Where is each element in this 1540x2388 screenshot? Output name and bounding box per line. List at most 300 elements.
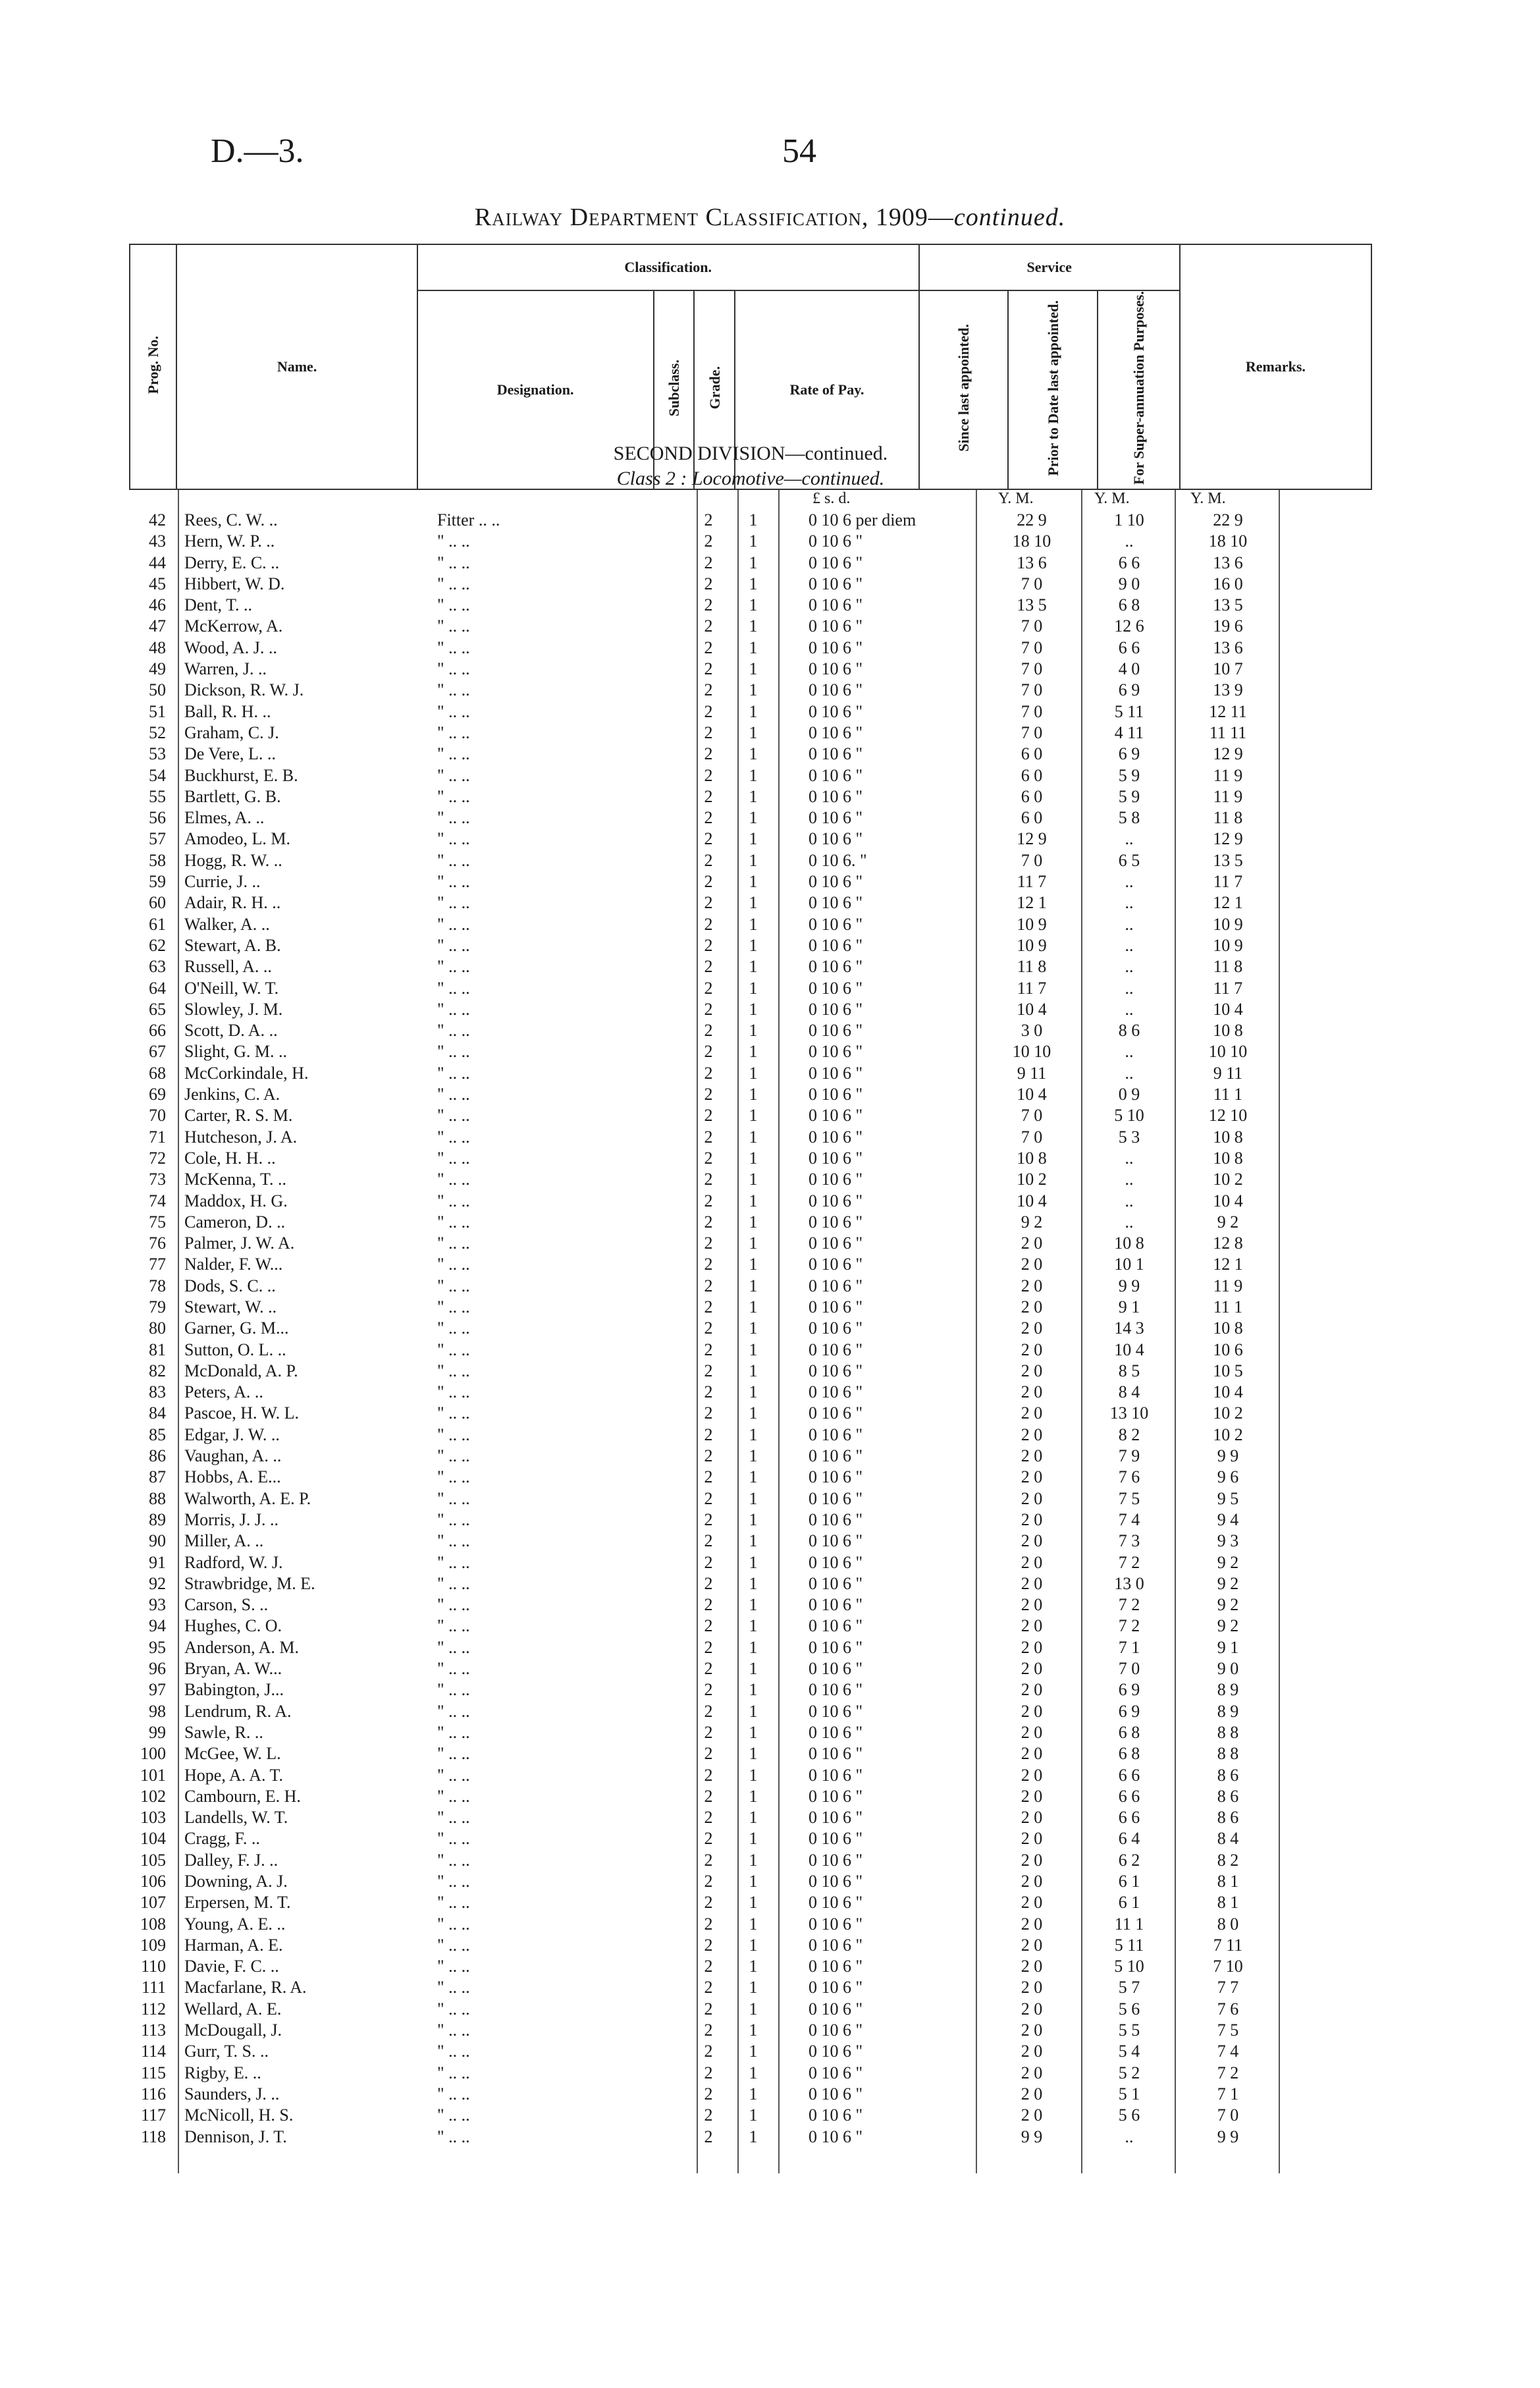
table-row <box>129 999 1372 1020</box>
rate-cell: 0 10 6 " <box>809 1999 863 2019</box>
superannuation-cell: 9 2 <box>1217 1552 1239 1572</box>
subclass-cell: 2 <box>704 957 713 977</box>
prog-no-cell: 98 <box>149 1701 166 1721</box>
grade-cell: 1 <box>749 1637 758 1657</box>
rate-cell: 0 10 6 " <box>809 1488 863 1508</box>
subclass-cell: 2 <box>704 2063 713 2082</box>
table-row <box>129 616 1372 637</box>
prior-cell: 4 11 <box>1114 722 1144 742</box>
name-cell: Strawbridge, M. E. <box>184 1573 315 1593</box>
grade-cell: 1 <box>749 1340 758 1359</box>
rate-cell: 0 10 6 " <box>809 829 863 849</box>
table-row <box>129 1552 1372 1573</box>
prog-no-cell: 91 <box>149 1552 166 1572</box>
table-row <box>129 1212 1372 1233</box>
prog-no-cell: 102 <box>140 1786 166 1806</box>
grade-cell: 1 <box>749 659 758 679</box>
prior-cell: 6 9 <box>1118 680 1140 700</box>
prior-cell: 7 5 <box>1118 1488 1140 1508</box>
rate-cell: 0 10 6 " <box>809 1361 863 1380</box>
designation-cell: " .. .. <box>437 2042 470 2061</box>
superannuation-cell: 10 8 <box>1213 1318 1243 1338</box>
grade-cell: 1 <box>749 1446 758 1466</box>
superannuation-cell: 12 11 <box>1209 701 1247 721</box>
subclass-cell: 2 <box>704 2105 713 2125</box>
rate-cell: 0 10 6 " <box>809 2084 863 2103</box>
prog-no-cell: 113 <box>140 2021 166 2040</box>
grade-cell: 1 <box>749 553 758 572</box>
superannuation-cell: 18 10 <box>1208 531 1248 551</box>
table-row <box>129 1340 1372 1361</box>
table-row <box>129 1914 1372 1935</box>
rate-cell: 0 10 6 " <box>809 1509 863 1529</box>
grade-cell: 1 <box>749 1063 758 1083</box>
superannuation-cell: 7 5 <box>1217 2021 1239 2040</box>
rate-cell: 0 10 6 " <box>809 1170 863 1189</box>
prog-no-cell: 62 <box>149 935 166 955</box>
prior-cell: .. <box>1125 978 1134 998</box>
col-name: Name. <box>176 244 417 489</box>
since-last-cell: 10 10 <box>1012 1042 1051 1062</box>
superannuation-cell: 11 9 <box>1213 1276 1243 1295</box>
name-cell: McNicoll, H. S. <box>184 2105 294 2125</box>
prog-no-cell: 84 <box>149 1403 166 1423</box>
since-last-cell: 22 9 <box>1017 510 1047 529</box>
name-cell: Hughes, C. O. <box>184 1616 282 1636</box>
table-row <box>129 744 1372 765</box>
prior-cell: 7 3 <box>1118 1531 1140 1551</box>
prog-no-cell: 77 <box>149 1255 166 1274</box>
superannuation-cell: 9 2 <box>1217 1212 1239 1232</box>
prior-cell: 6 6 <box>1118 638 1140 657</box>
superannuation-cell: 10 8 <box>1213 1021 1243 1041</box>
prog-no-cell: 69 <box>149 1085 166 1104</box>
prior-cell: .. <box>1125 893 1134 913</box>
subclass-cell: 2 <box>704 1085 713 1104</box>
prior-cell: 10 4 <box>1114 1340 1144 1359</box>
prog-no-cell: 101 <box>140 1765 166 1785</box>
name-cell: Hobbs, A. E... <box>184 1467 281 1487</box>
superannuation-cell: 10 8 <box>1213 1127 1243 1147</box>
name-cell: Wood, A. J. .. <box>184 638 277 657</box>
prog-no-cell: 100 <box>140 1744 166 1764</box>
prog-no-cell: 60 <box>149 893 166 913</box>
since-last-cell: 2 0 <box>1021 2063 1043 2082</box>
rate-cell: 0 10 6 " <box>809 1935 863 1955</box>
prog-no-cell: 92 <box>149 1573 166 1593</box>
grade-cell: 1 <box>749 808 758 828</box>
since-last-cell: 9 11 <box>1017 1063 1047 1083</box>
prior-cell: 7 9 <box>1118 1446 1140 1466</box>
since-last-cell: 7 0 <box>1021 1127 1043 1147</box>
grade-cell: 1 <box>749 1170 758 1189</box>
subclass-cell: 2 <box>704 1552 713 1572</box>
prog-no-cell: 59 <box>149 872 166 892</box>
designation-cell: " .. .. <box>437 1361 470 1380</box>
since-last-cell: 2 0 <box>1021 1914 1043 1934</box>
subclass-cell: 2 <box>704 510 713 529</box>
col-prog-no: Prog. No. <box>130 244 176 489</box>
grade-cell: 1 <box>749 1744 758 1764</box>
superannuation-cell: 10 8 <box>1213 1148 1243 1168</box>
prog-no-cell: 58 <box>149 850 166 870</box>
table-row <box>129 1701 1372 1722</box>
prog-no-cell: 70 <box>149 1106 166 1126</box>
prior-cell: .. <box>1125 1170 1134 1189</box>
since-last-cell: 2 0 <box>1021 1637 1043 1657</box>
subclass-cell: 2 <box>704 2127 713 2146</box>
rate-cell: 0 10 6 " <box>809 893 863 913</box>
prog-no-cell: 87 <box>149 1467 166 1487</box>
prior-cell: 13 10 <box>1109 1403 1149 1423</box>
superannuation-cell: 8 6 <box>1217 1765 1239 1785</box>
grade-cell: 1 <box>749 1957 758 1976</box>
superannuation-cell: 9 9 <box>1217 2127 1239 2146</box>
prog-no-cell: 80 <box>149 1318 166 1338</box>
superannuation-cell: 10 2 <box>1213 1170 1243 1189</box>
prog-no-cell: 78 <box>149 1276 166 1295</box>
grade-cell: 1 <box>749 1106 758 1126</box>
subclass-cell: 2 <box>704 659 713 679</box>
name-cell: Babington, J... <box>184 1680 284 1700</box>
superannuation-cell: 12 1 <box>1213 893 1243 913</box>
rate-cell: 0 10 6 " <box>809 2042 863 2061</box>
prog-no-cell: 89 <box>149 1509 166 1529</box>
name-cell: Amodeo, L. M. <box>184 829 291 849</box>
superannuation-cell: 7 2 <box>1217 2063 1239 2082</box>
prog-no-cell: 74 <box>149 1191 166 1210</box>
prog-no-cell: 64 <box>149 978 166 998</box>
superannuation-cell: 8 4 <box>1217 1829 1239 1849</box>
grade-cell: 1 <box>749 1701 758 1721</box>
superannuation-cell: 7 7 <box>1217 1978 1239 1997</box>
prior-cell: 6 6 <box>1118 553 1140 572</box>
superannuation-cell: 7 11 <box>1213 1935 1243 1955</box>
subclass-cell: 2 <box>704 1659 713 1679</box>
prog-no-cell: 83 <box>149 1382 166 1402</box>
subclass-cell: 2 <box>704 1722 713 1742</box>
subclass-cell: 2 <box>704 1127 713 1147</box>
prog-no-cell: 79 <box>149 1297 166 1316</box>
designation-cell: " .. .. <box>437 1765 470 1785</box>
super-units: Y. M. <box>1190 490 1226 507</box>
prog-no-cell: 99 <box>149 1722 166 1742</box>
superannuation-cell: 7 0 <box>1217 2105 1239 2125</box>
since-last-cell: 2 0 <box>1021 1467 1043 1487</box>
prior-cell: 7 0 <box>1118 1659 1140 1679</box>
since-last-cell: 13 5 <box>1017 595 1047 615</box>
name-cell: McGee, W. L. <box>184 1744 281 1764</box>
rate-cell: 0 10 6 per diem <box>809 510 916 529</box>
rate-cell: 0 10 6 " <box>809 1786 863 1806</box>
superannuation-cell: 12 1 <box>1213 1255 1243 1274</box>
prog-no-cell: 56 <box>149 808 166 828</box>
prior-cell: 0 9 <box>1118 1085 1140 1104</box>
superannuation-cell: 8 6 <box>1217 1808 1239 1828</box>
designation-cell: " .. .. <box>437 1978 470 1997</box>
subclass-cell: 2 <box>704 1829 713 1849</box>
superannuation-cell: 9 3 <box>1217 1531 1239 1551</box>
table-row <box>129 1637 1372 1658</box>
prog-no-cell: 68 <box>149 1063 166 1083</box>
designation-cell: " .. .. <box>437 872 470 892</box>
designation-cell: " .. .. <box>437 1127 470 1147</box>
subclass-cell: 2 <box>704 1106 713 1126</box>
rate-cell: 0 10 6 " <box>809 1701 863 1721</box>
name-cell: Saunders, J. .. <box>184 2084 280 2103</box>
superannuation-cell: 10 9 <box>1213 935 1243 955</box>
prog-no-cell: 103 <box>140 1808 166 1828</box>
rate-cell: 0 10 6 " <box>809 1318 863 1338</box>
subclass-cell: 2 <box>704 1850 713 1870</box>
table-row <box>129 1382 1372 1403</box>
since-last-cell: 12 9 <box>1017 829 1047 849</box>
designation-cell: Fitter .. .. <box>437 510 500 529</box>
name-cell: Palmer, J. W. A. <box>184 1234 295 1253</box>
designation-cell: " .. .. <box>437 935 470 955</box>
superannuation-cell: 11 7 <box>1213 872 1243 892</box>
grade-cell: 1 <box>749 1042 758 1062</box>
subclass-cell: 2 <box>704 1212 713 1232</box>
col-prior: Prior to Date last appointed. <box>1008 290 1098 489</box>
superannuation-cell: 9 2 <box>1217 1595 1239 1615</box>
rate-cell: 0 10 6 " <box>809 1042 863 1062</box>
grade-cell: 1 <box>749 872 758 892</box>
since-last-cell: 2 0 <box>1021 1276 1043 1295</box>
designation-cell: " .. .. <box>437 786 470 806</box>
prior-cell: 8 6 <box>1118 1021 1140 1041</box>
superannuation-cell: 9 6 <box>1217 1467 1239 1487</box>
name-cell: Walker, A. .. <box>184 914 270 934</box>
superannuation-cell: 10 4 <box>1213 1382 1243 1402</box>
rate-cell: 0 10 6 " <box>809 1127 863 1147</box>
superannuation-cell: 12 8 <box>1213 1234 1243 1253</box>
name-cell: Rees, C. W. .. <box>184 510 278 529</box>
grade-cell: 1 <box>749 1403 758 1423</box>
rate-cell: 0 10 6 " <box>809 1573 863 1593</box>
subclass-cell: 2 <box>704 1786 713 1806</box>
rate-cell: 0 10 6 " <box>809 1403 863 1423</box>
since-last-cell: 11 7 <box>1017 978 1047 998</box>
since-last-cell: 2 0 <box>1021 2042 1043 2061</box>
subclass-cell: 2 <box>704 1318 713 1338</box>
rate-cell: 0 10 6 " <box>809 1234 863 1253</box>
table-row <box>129 1871 1372 1892</box>
since-last-cell: 10 4 <box>1017 999 1047 1019</box>
grade-cell: 1 <box>749 1808 758 1828</box>
table-row <box>129 1318 1372 1339</box>
designation-cell: " .. .. <box>437 1701 470 1721</box>
designation-cell: " .. .. <box>437 893 470 913</box>
superannuation-cell: 8 1 <box>1217 1872 1239 1891</box>
since-last-cell: 2 0 <box>1021 1744 1043 1764</box>
name-cell: Carson, S. .. <box>184 1595 269 1615</box>
name-cell: Morris, J. J. .. <box>184 1509 279 1529</box>
prior-cell: 6 6 <box>1118 1786 1140 1806</box>
rate-cell: 0 10 6 " <box>809 531 863 551</box>
prior-cell: 6 9 <box>1118 1680 1140 1700</box>
grade-cell: 1 <box>749 744 758 764</box>
grade-cell: 1 <box>749 765 758 785</box>
since-last-cell: 2 0 <box>1021 1509 1043 1529</box>
table-row <box>129 1935 1372 1956</box>
since-last-cell: 18 10 <box>1012 531 1051 551</box>
designation-cell: " .. .. <box>437 850 470 870</box>
table-row <box>129 2084 1372 2105</box>
designation-cell: " .. .. <box>437 1340 470 1359</box>
prog-no-cell: 116 <box>140 2084 166 2103</box>
name-cell: Cole, H. H. .. <box>184 1148 276 1168</box>
col-rate: Rate of Pay. <box>735 290 918 489</box>
grade-cell: 1 <box>749 701 758 721</box>
name-cell: Cambourn, E. H. <box>184 1786 301 1806</box>
designation-cell: " .. .. <box>437 1573 470 1593</box>
table-row <box>129 786 1372 807</box>
name-cell: Anderson, A. M. <box>184 1637 300 1657</box>
since-last-cell: 9 9 <box>1021 2127 1043 2146</box>
prior-cell: .. <box>1125 2127 1134 2146</box>
grade-cell: 1 <box>749 829 758 849</box>
table-row <box>129 1084 1372 1105</box>
prog-no-cell: 107 <box>140 1893 166 1913</box>
prior-cell: 6 6 <box>1118 1765 1140 1785</box>
name-cell: Hern, W. P. .. <box>184 531 275 551</box>
table-row <box>129 978 1372 999</box>
prior-cell: 6 9 <box>1118 1701 1140 1721</box>
name-cell: Dennison, J. T. <box>184 2127 287 2146</box>
subclass-cell: 2 <box>704 765 713 785</box>
superannuation-cell: 13 6 <box>1213 638 1243 657</box>
designation-cell: " .. .. <box>437 1148 470 1168</box>
table-row <box>129 807 1372 828</box>
subclass-cell: 2 <box>704 1872 713 1891</box>
grade-cell: 1 <box>749 595 758 615</box>
superannuation-cell: 9 11 <box>1213 1063 1243 1083</box>
name-cell: Garner, G. M... <box>184 1318 289 1338</box>
prior-cell: .. <box>1125 935 1134 955</box>
superannuation-cell: 9 1 <box>1217 1637 1239 1657</box>
superannuation-cell: 10 5 <box>1213 1361 1243 1380</box>
table-row <box>129 722 1372 744</box>
subclass-cell: 2 <box>704 701 713 721</box>
grade-cell: 1 <box>749 1872 758 1891</box>
superannuation-cell: 11 8 <box>1213 808 1243 828</box>
name-cell: Macfarlane, R. A. <box>184 1978 307 1997</box>
rate-units: £ s. d. <box>812 490 851 507</box>
grade-cell: 1 <box>749 999 758 1019</box>
table-row <box>129 595 1372 616</box>
rate-cell: 0 10 6 " <box>809 808 863 828</box>
name-cell: Davie, F. C. .. <box>184 1957 279 1976</box>
grade-cell: 1 <box>749 2042 758 2061</box>
prior-cell: 5 2 <box>1118 2063 1140 2082</box>
designation-cell: " .. .. <box>437 1808 470 1828</box>
name-cell: Peters, A. .. <box>184 1382 263 1402</box>
prior-cell: .. <box>1125 1063 1134 1083</box>
name-cell: Bartlett, G. B. <box>184 786 281 806</box>
rate-cell: 0 10 6 " <box>809 999 863 1019</box>
table-row <box>129 1509 1372 1531</box>
since-last-cell: 2 0 <box>1021 1680 1043 1700</box>
table-row <box>129 1297 1372 1318</box>
prog-no-cell: 81 <box>149 1340 166 1359</box>
rate-cell: 0 10 6 " <box>809 1085 863 1104</box>
designation-cell: " .. .. <box>437 1403 470 1423</box>
name-cell: Sawle, R. .. <box>184 1722 263 1742</box>
table-row <box>129 2041 1372 2062</box>
table-row <box>129 638 1372 659</box>
prog-no-cell: 46 <box>149 595 166 615</box>
since-last-cell: 6 0 <box>1021 744 1043 764</box>
name-cell: Stewart, W. .. <box>184 1297 277 1316</box>
subclass-cell: 2 <box>704 1234 713 1253</box>
prog-no-cell: 93 <box>149 1595 166 1615</box>
since-last-cell: 2 0 <box>1021 1488 1043 1508</box>
page-number: 54 <box>782 132 816 170</box>
rate-cell: 0 10 6 " <box>809 1446 863 1466</box>
subclass-cell: 2 <box>704 872 713 892</box>
designation-cell: " .. .. <box>437 1106 470 1126</box>
superannuation-cell: 7 1 <box>1217 2084 1239 2103</box>
grade-cell: 1 <box>749 1531 758 1551</box>
name-cell: Cragg, F. .. <box>184 1829 260 1849</box>
grade-cell: 1 <box>749 616 758 636</box>
rate-cell: 0 10 6 " <box>809 1722 863 1742</box>
grade-cell: 1 <box>749 1382 758 1402</box>
since-last-cell: 10 9 <box>1017 935 1047 955</box>
table-row <box>129 1041 1372 1062</box>
table-row <box>129 1233 1372 1254</box>
since-last-cell: 2 0 <box>1021 1893 1043 1913</box>
grade-cell: 1 <box>749 2063 758 2082</box>
superannuation-cell: 10 2 <box>1213 1425 1243 1444</box>
designation-cell: " .. .. <box>437 2021 470 2040</box>
grade-cell: 1 <box>749 510 758 529</box>
table-row <box>129 1594 1372 1615</box>
grade-cell: 1 <box>749 786 758 806</box>
rate-cell: 0 10 6 " <box>809 659 863 679</box>
rate-cell: 0 10 6 " <box>809 722 863 742</box>
name-cell: Elmes, A. .. <box>184 808 265 828</box>
since-last-cell: 7 0 <box>1021 574 1043 593</box>
superannuation-cell: 9 5 <box>1217 1488 1239 1508</box>
designation-cell: " .. .. <box>437 1425 470 1444</box>
prior-cell: .. <box>1125 1212 1134 1232</box>
grade-cell: 1 <box>749 531 758 551</box>
since-last-cell: 7 0 <box>1021 1106 1043 1126</box>
prog-no-cell: 97 <box>149 1680 166 1700</box>
rate-cell: 0 10 6 " <box>809 680 863 700</box>
rate-cell: 0 10 6 " <box>809 1212 863 1232</box>
prog-no-cell: 43 <box>149 531 166 551</box>
subclass-cell: 2 <box>704 1957 713 1976</box>
designation-cell: " .. .. <box>437 999 470 1019</box>
since-last-cell: 2 0 <box>1021 1255 1043 1274</box>
grade-cell: 1 <box>749 1212 758 1232</box>
prior-cell: 5 8 <box>1118 808 1140 828</box>
grade-cell: 1 <box>749 1595 758 1615</box>
grade-cell: 1 <box>749 1255 758 1274</box>
designation-cell: " .. .. <box>437 722 470 742</box>
since-last-cell: 10 2 <box>1017 1170 1047 1189</box>
grade-cell: 1 <box>749 1148 758 1168</box>
rate-cell: 0 10 6 " <box>809 2127 863 2146</box>
prior-cell: 13 0 <box>1114 1573 1144 1593</box>
designation-cell: " .. .. <box>437 2127 470 2146</box>
designation-cell: " .. .. <box>437 1616 470 1636</box>
rate-cell: 0 10 6 " <box>809 978 863 998</box>
name-cell: Gurr, T. S. .. <box>184 2042 269 2061</box>
